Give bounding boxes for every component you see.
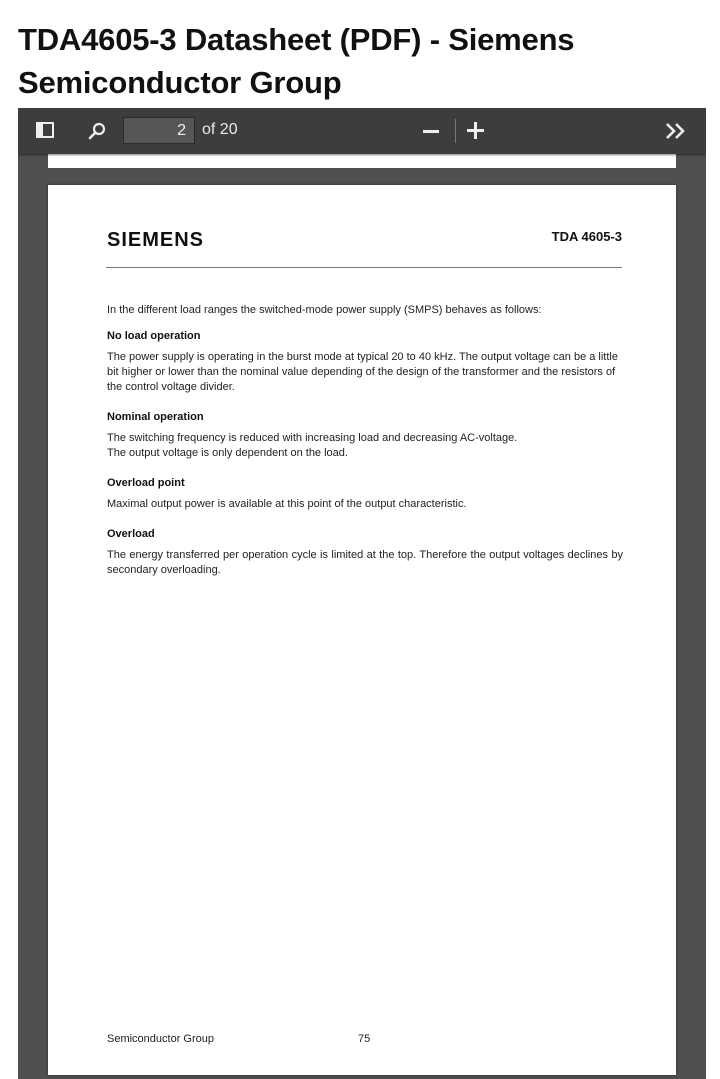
- section-line: The output voltage is only dependent on the load.: [107, 447, 348, 459]
- zoom-in-icon[interactable]: [467, 122, 484, 139]
- pdf-toolbar: [18, 108, 706, 154]
- zoom-out-icon[interactable]: [423, 130, 439, 133]
- intro-text: In the different load ranges the switched-mode power supply (SMPS) behaves as follows:: [107, 304, 542, 316]
- page-number-input[interactable]: [123, 117, 195, 144]
- pdf-page: [48, 185, 676, 1075]
- more-tools-icon[interactable]: [663, 120, 689, 142]
- siemens-logo: SIEMENS: [107, 229, 205, 251]
- page-content: [107, 303, 623, 593]
- section-title: Overload: [107, 528, 155, 540]
- section-title: No load operation: [107, 330, 201, 342]
- zoom-divider: [455, 119, 456, 143]
- page-count-label: of 20: [202, 121, 238, 138]
- page-title: TDA4605-3 Datasheet (PDF) - Siemens Semiconductor Group: [18, 22, 575, 100]
- sidebar-toggle-icon[interactable]: [36, 122, 54, 138]
- pdf-viewer: [18, 108, 706, 1079]
- header-rule: [106, 267, 622, 268]
- section-body: The energy transferred per operation cycle is limited at the top. Therefore the output voltages declines by secondary overloading.: [107, 549, 623, 576]
- section-title: Nominal operation: [107, 411, 204, 423]
- previous-page-edge: [48, 154, 676, 168]
- section-line: The switching frequency is reduced with increasing load and decreasing AC-voltage.: [107, 432, 518, 444]
- section-body: The power supply is operating in the burst mode at typical 20 to 40 kHz. The output voltage can be a little bit higher or lower than the nominal value depending of the design of the transformer and the resistors of the control voltage divider.: [107, 351, 618, 393]
- section-title: Overload point: [107, 477, 185, 489]
- footer-page-number: 75: [358, 1033, 371, 1045]
- search-icon[interactable]: [87, 121, 107, 141]
- footer-company: Semiconductor Group: [107, 1033, 214, 1045]
- part-number: TDA 4605-3: [551, 229, 622, 244]
- section-body: [107, 431, 623, 461]
- section-body: Maximal output power is available at this point of the output characteristic.: [107, 498, 467, 510]
